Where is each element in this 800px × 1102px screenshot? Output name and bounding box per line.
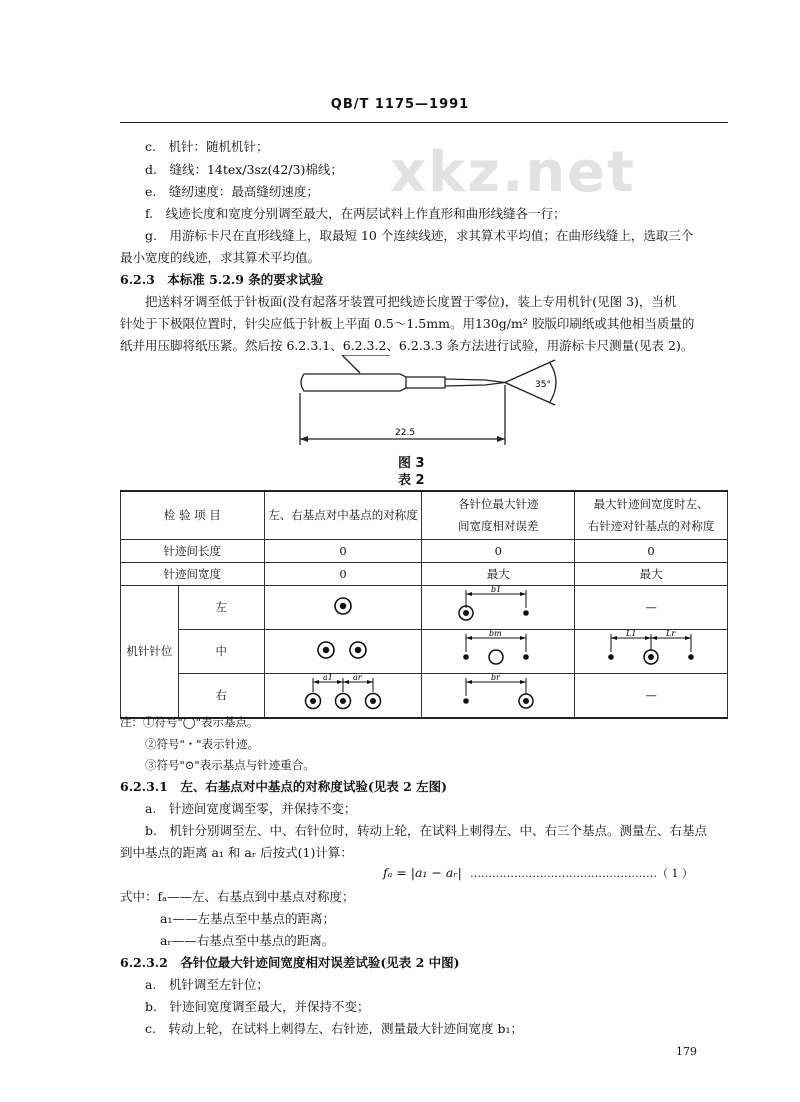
header-col2-line2: 间宽度相对误差 — [458, 519, 539, 534]
pos-left-col2 — [422, 585, 575, 629]
label-bm: bm — [489, 629, 502, 638]
width-diagram-left — [453, 586, 543, 626]
item-c: c. 机针：随机机针； — [145, 139, 269, 154]
item-6232-b: b. 针迹间宽度调至最大，并保持不变； — [145, 999, 370, 1014]
row-width-c3: 最大 — [575, 562, 728, 585]
page-number: 179 — [676, 1045, 697, 1058]
width-diagram-right — [453, 674, 543, 714]
header-col2 — [422, 491, 575, 539]
item-6231-b-cont: 到中基点的距离 a₁ 和 aᵣ 后按式(1)计算： — [120, 845, 353, 860]
row-length-c3: 0 — [575, 539, 728, 562]
row-length-c2: 0 — [422, 539, 575, 562]
page-header: QB/T 1175—1991 — [330, 97, 470, 112]
row-length-c1: 0 — [264, 539, 422, 562]
header-rule — [120, 122, 728, 123]
item-g-cont: 最小宽度的线迹，求其算术平均值。 — [120, 250, 321, 265]
header-col3-line1: 最大针迹间宽度时左、 — [593, 497, 709, 512]
item-f: f. 线迹长度和宽度分别调至最大，在两层试料上作直形和曲形线缝各一行； — [145, 206, 566, 221]
pos-right-col1 — [264, 673, 422, 718]
pos-mid-col3 — [575, 629, 728, 673]
pos-left-label: 左 — [178, 585, 264, 629]
note-3: ③符号"⊙"表示基点与针迹重合。 — [145, 758, 315, 772]
section-6-2-3-1: 6.2.3.1 左、右基点对中基点的对称度试验(见表 2 左图) — [120, 779, 448, 794]
formula-1-number: ……………………………………………（ 1 ） — [470, 867, 693, 880]
where-2: a₁——左基点至中基点的距离； — [160, 911, 335, 926]
pos-mid-col1 — [264, 629, 422, 673]
label-Lr: Lr — [666, 629, 676, 638]
pos-right-col2 — [422, 673, 575, 718]
header-item: 检 验 项 目 — [121, 491, 265, 539]
angle-label: 35° — [535, 380, 551, 390]
row-width-label: 针迹间宽度 — [121, 562, 265, 585]
watermark: xkz.net — [390, 140, 636, 205]
para-6-2-3-line3: 纸并用压脚将纸压紧。然后按 6.2.3.1、6.2.3.2、6.2.3.3 条方法进行试验，用游标卡尺测量(见表 2)。 — [120, 338, 694, 353]
formula-1: fₐ = |a₁ − aᵣ| — [383, 865, 462, 880]
row-length-label: 针迹间长度 — [121, 539, 265, 562]
table-caption: 表 2 — [398, 473, 425, 488]
pos-left-col1 — [264, 585, 422, 629]
row-width-c1: 0 — [264, 562, 422, 585]
header-col2-line1: 各针位最大针迹 — [458, 497, 539, 512]
pos-left-col3: — — [575, 585, 728, 629]
header-col3 — [575, 491, 728, 539]
three-points-diagram — [288, 674, 398, 714]
row-width-c2: 最大 — [422, 562, 575, 585]
item-6231-a: a. 针迹间宽度调至零，并保持不变； — [145, 801, 357, 816]
width-diagram-mid — [453, 630, 543, 670]
label-a1: a1 — [322, 673, 333, 682]
symmetry-diagram-mid — [601, 630, 701, 670]
para-6-2-3-line2: 针处于下极限位置时，针尖应低于针板上平面 0.5～1.5mm。用130g/m² 胶版印刷纸或其他相当质量的 — [120, 316, 695, 331]
label-L1: L1 — [626, 629, 637, 638]
section-6-2-3-2: 6.2.3.2 各针位最大针迹间宽度相对误差试验(见表 2 中图) — [120, 955, 460, 970]
label-ar: ar — [352, 673, 362, 682]
pos-right-label: 右 — [178, 673, 264, 718]
label-br: br — [491, 673, 501, 682]
pos-mid-label: 中 — [178, 629, 264, 673]
item-6232-c: c. 转动上轮，在试料上刺得左、右针迹，测量最大针迹间宽度 b₁； — [145, 1021, 523, 1036]
figure-caption: 图 3 — [398, 456, 425, 471]
coincident-point-icon — [328, 591, 358, 621]
where-1: 式中：fₐ——左、右基点到中基点对称度； — [120, 889, 355, 904]
item-e: e. 缝纫速度：最高缝纫速度； — [145, 184, 319, 199]
where-3: aᵣ——右基点至中基点的距离。 — [160, 933, 335, 948]
length-label: 22.5 — [395, 428, 416, 438]
header-col3-line2: 右针迹对针基点的对称度 — [587, 519, 715, 534]
section-6-2-3: 6.2.3 本标准 5.2.9 条的要求试验 — [120, 272, 324, 287]
note-2: ②符号"・"表示针迹。 — [145, 737, 260, 751]
pos-right-col3: — — [575, 673, 728, 718]
needle-position-group: 机针针位 — [121, 585, 179, 718]
table-2 — [120, 490, 728, 719]
note-1: 注：①符号"◯"表示基点。 — [120, 715, 259, 729]
item-d: d. 缝线：14tex/3sz(42/3)棉线； — [145, 162, 343, 177]
header-col1: 左、右基点对中基点的对称度 — [264, 491, 422, 539]
pos-mid-col2 — [422, 629, 575, 673]
item-g: g. 用游标卡尺在直形线缝上，取最短 10 个连续线迹，求其算术平均值；在曲形线缝上，选取三个 — [145, 228, 694, 243]
label-b1: b1 — [491, 585, 502, 594]
para-6-2-3-line1: 把送料牙调至低于针板面(没有起落牙装置可把线迹长度置于零位)，装上专用机针(见图 3)，当机 — [145, 294, 677, 309]
needle-figure — [280, 355, 580, 455]
two-coincident-points — [308, 635, 378, 665]
item-6232-a: a. 机针调至左针位； — [145, 977, 269, 992]
item-6231-b: b. 机针分别调至左、中、右针位时，转动上轮，在试料上刺得左、中、右三个基点。测量左、右基点 — [145, 823, 707, 838]
